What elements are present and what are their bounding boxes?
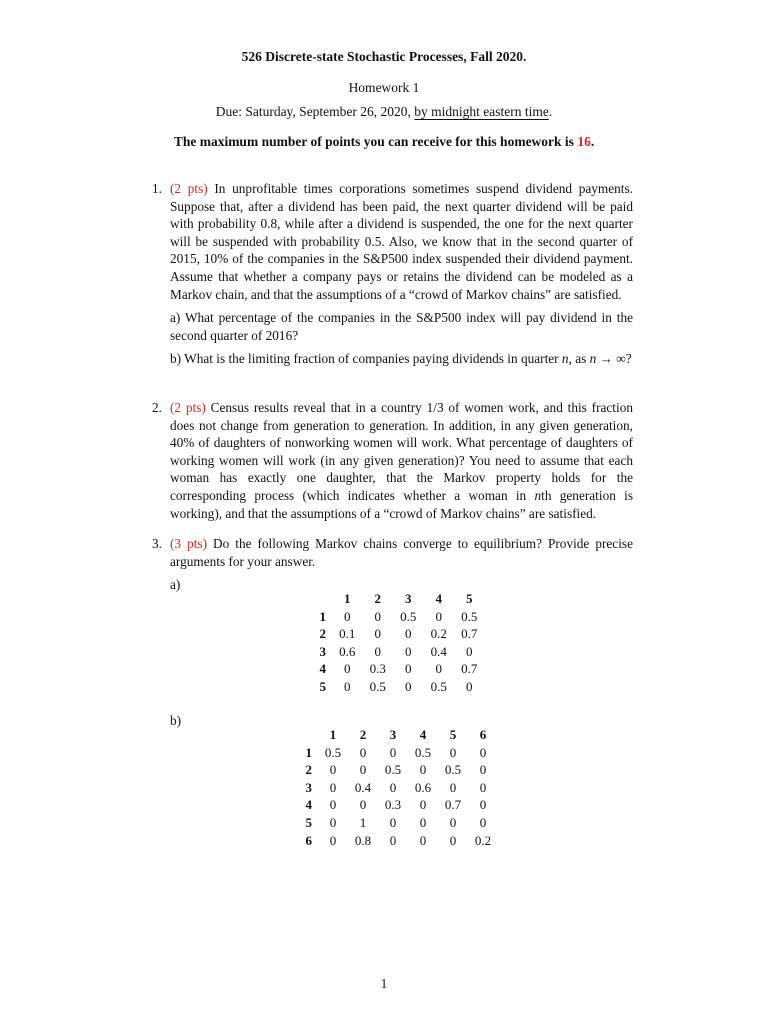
matrix-cell: 0 [419,797,427,813]
matrix-cell: 0 [449,832,457,848]
matrix-cell: 0.5 [369,678,386,694]
column-header: 5 [466,591,473,606]
column-header: 3 [405,591,412,606]
column-header: 5 [449,727,457,742]
matrix-row [312,625,485,643]
matrix-cell: 0.1 [339,626,356,642]
part-a-label: a) [170,577,181,592]
matrix-cell: 0.5 [430,678,447,694]
matrix-row [312,643,485,661]
max-points-value: 16 [577,134,591,149]
matrix-cell: 0 [389,744,397,760]
problem-text-before: Census results reveal that in a country 1/3 of women work, and this fraction does not change from generation to generation. In addition, in any given generation, 40% of daughters of nonworking women will work. What percentage of daughters of working women will work (in any given generation)? You need to assume that each woman has exactly one daughter, that the Markov property holds for the corresponding process (which indicates whether a woman in [170,400,633,503]
matrix-cell: 0 [374,626,381,642]
due-date-line [0,103,768,121]
column-header: 4 [435,591,442,606]
problem-statement [170,535,633,570]
matrix-cell: 0 [435,661,442,677]
matrix-cell: 0 [479,814,487,830]
matrix-cell: 0 [389,832,397,848]
matrix-cell: 0 [329,779,337,795]
matrix-cell: 0 [389,814,397,830]
matrix-cell: 0 [449,779,457,795]
column-header: 3 [389,727,397,742]
problem-number: 3. [152,536,162,551]
matrix-row [312,608,485,626]
matrix-cell: 0 [419,762,427,778]
part-b-prefix: b) What is the limiting fraction of companies paying dividends in quarter [170,351,562,367]
matrix-cell: 0 [359,797,367,813]
matrix-cell: 0 [466,643,473,659]
math-variable-n: n [561,351,569,367]
matrix-cell: 0 [344,608,351,624]
matrix-cell: 0 [435,608,442,624]
matrix-cell: 0.7 [444,797,462,813]
matrix-cell: 0 [374,608,381,624]
matrix-cell: 0 [419,832,427,848]
matrix-cell: 0 [479,744,487,760]
matrix-cell: 0.5 [414,744,432,760]
column-header: 4 [419,727,427,742]
row-header: 1 [305,744,312,760]
page-number: 1 [380,976,388,991]
matrix-row [298,814,498,832]
matrix-cell: 0.5 [324,744,342,760]
row-header: 3 [305,779,312,795]
matrix-cell: 0 [329,797,337,813]
matrix-cell: 0 [479,797,487,813]
transition-matrix-a [312,590,485,696]
column-header: 1 [344,591,351,606]
matrix-cell: 0 [344,678,351,694]
problem-text: Do the following Markov chains converge to equilibrium? Provide precise arguments for your answer. [170,536,633,569]
matrix-cell: 0 [449,814,457,830]
row-header: 2 [319,626,326,642]
matrix-cell: 1 [359,814,367,830]
problem-text-after: th generation is working), and that the assumptions of a “crowd of Markov chains” are satisfied. [170,487,634,521]
matrix-cell: 0 [405,643,412,659]
matrix-row [298,832,498,850]
course-title: 526 Discrete-state Stochastic Processes, Fall 2020. [241,49,527,64]
matrix-cell: 0.4 [354,779,372,795]
row-header: 1 [319,608,326,624]
matrix-cell: 0.8 [354,832,372,848]
matrix-cell: 0.2 [474,832,492,848]
matrix-row [298,779,498,797]
part-b-suffix: ? [625,351,632,367]
matrix-cell: 0.5 [384,762,402,778]
due-deadline-underlined: by midnight eastern time [414,104,549,119]
row-header: 4 [305,797,312,813]
problem-statement [170,180,633,303]
math-variable-n: n [534,487,542,503]
matrix-row [298,761,498,779]
problem-1 [152,180,633,368]
problem-2 [152,399,633,522]
row-header: 4 [319,661,326,677]
matrix-cell: 0.3 [384,797,402,813]
matrix-cell: 0 [359,762,367,778]
matrix-cell: 0 [405,678,412,694]
row-header: 5 [319,678,326,694]
row-header: 2 [305,762,312,778]
matrix-cell: 0 [449,744,457,760]
transition-matrix-b [298,726,498,849]
matrix-cell: 0 [344,661,351,677]
matrix-cell: 0 [389,779,397,795]
matrix-cell: 0.5 [444,762,462,778]
problem-part-a: a) What percentage of the companies in the S&P500 index will pay dividend in the second quarter of 2016? [170,310,633,343]
matrix-cell: 0.7 [461,661,478,677]
problem-part-b [170,350,633,368]
points-label: (2 pts) [170,400,206,415]
problem-number: 1. [152,181,162,196]
points-label: (3 pts) [170,536,208,551]
matrix-row [298,796,498,814]
matrix-cell: 0.2 [430,626,447,642]
matrix-cell: 0 [405,661,412,677]
matrix-corner [312,590,332,608]
matrix-cell: 0.6 [339,643,356,659]
math-limit-expression: n → ∞ [589,351,626,367]
matrix-row [312,678,485,696]
matrix-cell: 0.7 [461,626,478,642]
due-prefix: Due: Saturday, September 26, 2020, [215,104,415,119]
matrix-row [312,660,485,678]
matrix-cell: 0 [405,626,412,642]
column-header: 2 [359,727,367,742]
matrix-cell: 0 [466,678,473,694]
column-header: 6 [479,727,487,742]
matrix-cell: 0 [419,814,427,830]
column-header: 1 [329,727,337,742]
problem-3 [152,535,633,570]
max-points-line [0,133,768,151]
matrix-cell: 0.3 [369,661,386,677]
matrix-cell: 0 [479,762,487,778]
due-suffix: . [548,104,553,119]
matrix-cell: 0.6 [414,779,432,795]
matrix-cell: 0 [329,832,337,848]
matrix-cell: 0 [479,779,487,795]
row-header: 5 [305,814,312,830]
homework-title: Homework 1 [348,80,420,95]
matrix-cell: 0 [329,762,337,778]
part-b-mid: , as [568,351,590,367]
matrix-cell: 0.4 [430,643,447,659]
part-b-label: b) [170,713,182,728]
row-header: 3 [319,643,326,659]
problem-number: 2. [152,400,162,415]
matrix-row [298,744,498,762]
matrix-corner [298,726,318,744]
matrix-cell: 0 [374,643,381,659]
max-points-text: The maximum number of points you can receive for this homework is [173,134,578,149]
matrix-cell: 0.5 [400,608,417,624]
row-header: 6 [305,832,312,848]
points-label: (2 pts) [170,181,208,196]
matrix-cell: 0 [359,744,367,760]
column-header: 2 [374,591,381,606]
matrix-cell: 0.5 [461,608,478,624]
max-points-suffix: . [590,134,595,149]
matrix-cell: 0 [329,814,337,830]
problem-text: In unprofitable times corporations sometimes suspend dividend payments. Suppose that, after a dividend has been paid, the next quarter dividend will be paid with probability 0.8, while after a dividend is suspended, the one for the next quarter will be suspended with probability 0.5. Also, we know that in the second quarter of 2015, 10% of the companies in the S&P500 index suspended their dividend payment. Assume that whether a company pays or retains the dividend can be modeled as a Markov chain, and that the assumptions of a “crowd of Markov chains” are satisfied. [170,181,633,302]
problem-statement [170,399,633,522]
